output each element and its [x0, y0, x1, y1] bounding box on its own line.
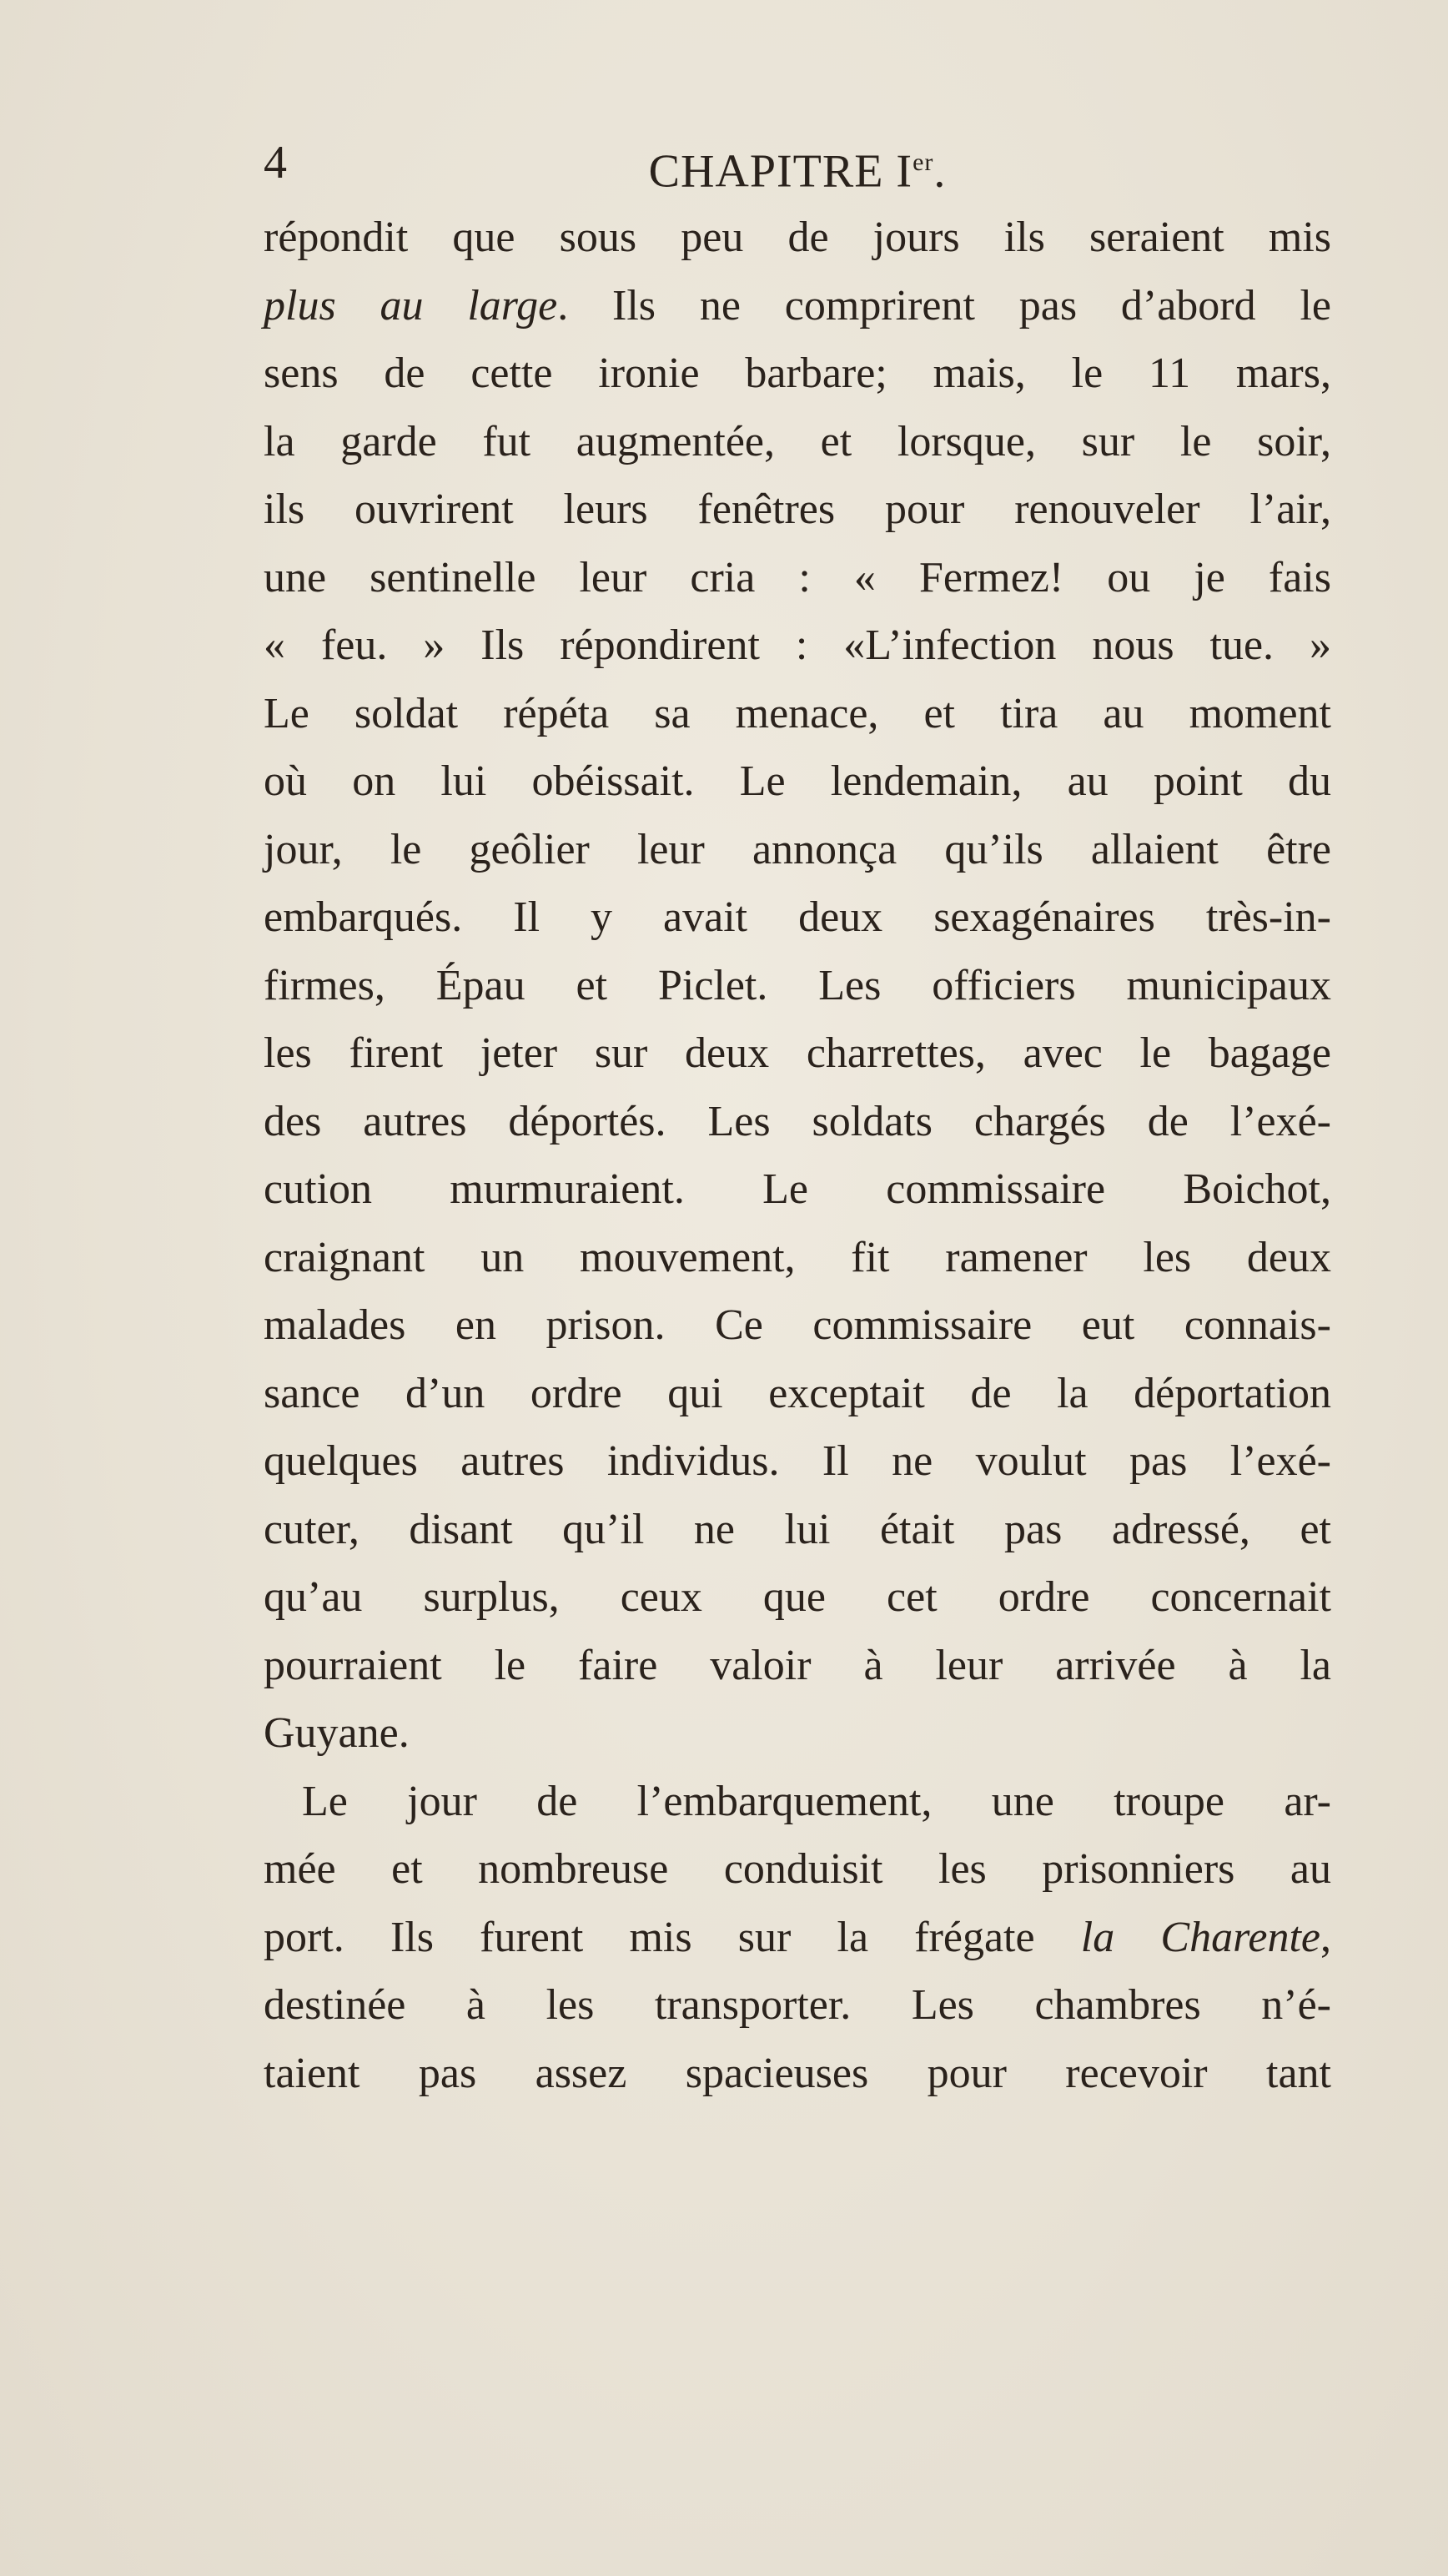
text-line: jour, le geôlier leur annonça qu’ils allaient être	[264, 825, 1331, 873]
text-line: Le soldat répéta sa menace, et tira au moment	[264, 689, 1331, 737]
text-fragment: ,	[1320, 1913, 1331, 1961]
body-text	[264, 204, 1331, 2107]
text-line: des autres déportés. Les soldats chargés de l’exé-	[264, 1097, 1331, 1145]
text-line: sance d’un ordre qui exceptait de la déportation	[264, 1369, 1331, 1417]
text-line: destinée à les transporter. Les chambres n’é-	[264, 1981, 1331, 2029]
text-line: les firent jeter sur deux charrettes, avec le bagage	[264, 1029, 1331, 1077]
text-line: pourraient le faire valoir à leur arrivée à la	[264, 1641, 1331, 1689]
text-line: qu’au surplus, ceux que cet ordre concernait	[264, 1573, 1331, 1621]
page-number: 4	[264, 137, 287, 189]
text-line: la garde fut augmentée, et lorsque, sur le soir,	[264, 417, 1331, 465]
running-head-text: CHAPITRE I	[648, 145, 913, 198]
text-line: une sentinelle leur cria : « Fermez! ou je fais	[264, 553, 1331, 601]
text-line: Guyane.	[264, 1709, 410, 1757]
running-head-superscript: er	[913, 148, 934, 176]
text-line: cuter, disant qu’il ne lui était pas adressé, et	[264, 1505, 1331, 1553]
text-fragment: . Ils ne comprirent pas d’abord le	[557, 281, 1331, 330]
text-line: sens de cette ironie barbare; mais, le 11 mars,	[264, 350, 1331, 397]
running-head-period: .	[933, 145, 947, 198]
text-line: malades en prison. Ce commissaire eut connais-	[264, 1301, 1331, 1349]
ship-name: la Charente	[1080, 1913, 1320, 1961]
text-line: Le jour de l’embarquement, une troupe ar-	[302, 1777, 1331, 1825]
text-line: quelques autres individus. Il ne voulut pas l’exé-	[264, 1437, 1331, 1485]
text-line: répondit que sous peu de jours ils seraient mis	[264, 214, 1331, 261]
text-line: où on lui obéissait. Le lendemain, au point du	[264, 757, 1331, 805]
page-header	[264, 133, 1331, 198]
text-line: cution murmuraient. Le commissaire Boichot,	[264, 1165, 1331, 1213]
text-line: embarqués. Il y avait deux sexagénaires très-in-	[264, 893, 1331, 941]
text-line	[264, 1904, 1331, 1972]
text-line: mée et nombreuse conduisit les prisonniers au	[264, 1845, 1331, 1893]
text-line	[264, 272, 1331, 340]
text-line: ils ouvrirent leurs fenêtres pour renouveler l’air,	[264, 486, 1331, 533]
text-line: « feu. » Ils répondirent : «L’infection nous tue. »	[264, 621, 1331, 669]
italic-phrase: plus au large	[264, 281, 558, 330]
text-line: taient pas assez spacieuses pour recevoir tant	[264, 2049, 1331, 2097]
text-line: firmes, Épau et Piclet. Les officiers municipaux	[264, 961, 1331, 1009]
text-line: craignant un mouvement, fit ramener les deux	[264, 1233, 1331, 1281]
running-head	[264, 133, 1331, 201]
text-fragment: port. Ils furent mis sur la frégate	[264, 1913, 1081, 1961]
